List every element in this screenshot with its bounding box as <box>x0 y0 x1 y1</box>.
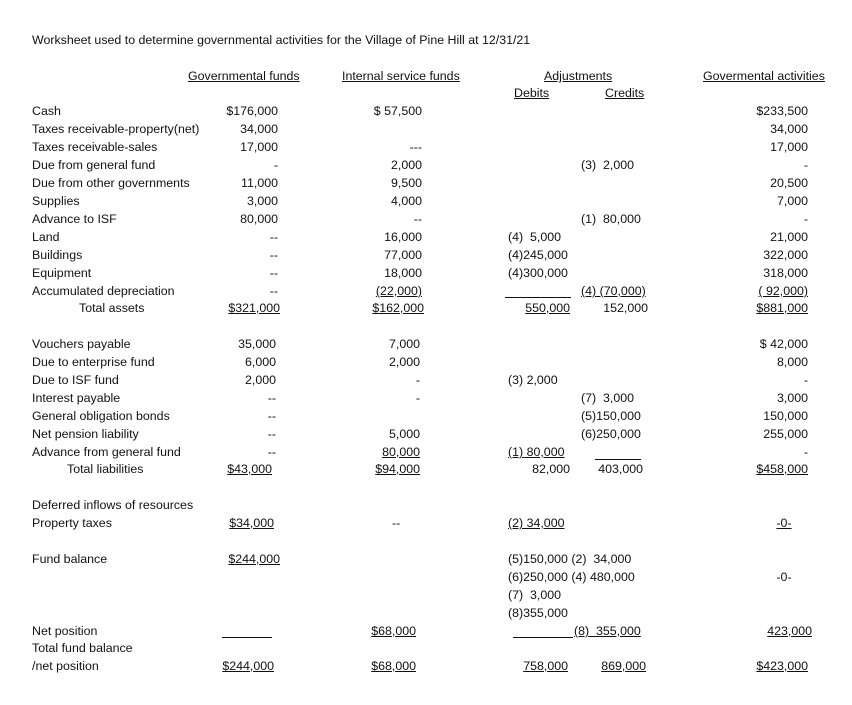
asset-credits-cell: (4) (70,000) <box>581 284 646 298</box>
debits-subtotal-rule <box>505 297 571 298</box>
liability-isf-cell: 80,000 <box>382 445 420 459</box>
deferred-isf: -- <box>392 516 401 530</box>
asset-debits-cell: (4)300,000 <box>508 266 568 280</box>
liability-activities-cell: - <box>803 445 808 459</box>
liability-row-label: Due to ISF fund <box>32 373 119 387</box>
deferred-property-taxes-label: Property taxes <box>32 516 112 530</box>
asset-activities-cell: 20,500 <box>770 176 808 190</box>
asset-row-label: Due from other governments <box>32 176 190 190</box>
asset-gov-funds-cell: 34,000 <box>240 122 278 136</box>
fund-balance-gov: $244,000 <box>228 552 280 566</box>
total-fund-credits: 869,000 <box>601 659 646 673</box>
asset-activities-cell: 7,000 <box>776 194 808 208</box>
asset-activities-cell: - <box>803 212 808 226</box>
asset-gov-funds-cell: -- <box>269 284 278 298</box>
fund-balance-adj-line: (6)250,000 (4) 480,000 <box>508 570 635 584</box>
net-position-label: Net position <box>32 624 98 638</box>
total-liabilities-activities: $458,000 <box>756 462 808 476</box>
total-assets-activities: $881,000 <box>756 301 808 315</box>
asset-credits-cell: (1) 80,000 <box>581 212 641 226</box>
liability-gov-funds-cell: -- <box>267 427 276 441</box>
total-fund-isf: $68,000 <box>371 659 416 673</box>
net-position-credits: (8) 355,000 <box>574 624 641 638</box>
asset-isf-cell: $ 57,500 <box>373 104 422 118</box>
asset-gov-funds-cell: - <box>273 158 278 172</box>
asset-row-label: Cash <box>32 104 61 118</box>
header-internal-service-funds: Internal service funds <box>342 69 460 83</box>
net-position-gov-blank-rule <box>222 637 272 638</box>
liability-debits-cell: (1) 80,000 <box>508 445 565 459</box>
credits-liabilities-rule <box>595 459 641 460</box>
liability-credits-cell: (7) 3,000 <box>581 391 635 405</box>
total-assets-credits: 152,000 <box>603 301 648 315</box>
fund-balance-activities: -0- <box>776 570 792 584</box>
net-position-sublabel: /net position <box>32 659 99 673</box>
asset-isf-cell: --- <box>409 140 422 154</box>
asset-gov-funds-cell: 3,000 <box>246 194 278 208</box>
liability-activities-cell: 3,000 <box>776 391 808 405</box>
asset-row-label: Equipment <box>32 266 92 280</box>
total-fund-debits: 758,000 <box>523 659 568 673</box>
liability-activities-cell: 8,000 <box>776 355 808 369</box>
asset-activities-cell: 34,000 <box>770 122 808 136</box>
total-assets-debits: 550,000 <box>525 301 570 315</box>
total-fund-balance-label: Total fund balance <box>32 641 133 655</box>
asset-activities-cell: - <box>803 158 808 172</box>
liability-gov-funds-cell: 35,000 <box>238 337 276 351</box>
asset-row-label: Accumulated depreciation <box>32 284 175 298</box>
liability-gov-funds-cell: 2,000 <box>244 373 276 387</box>
asset-isf-cell: -- <box>413 212 422 226</box>
header-adjustments: Adjustments <box>544 69 613 83</box>
liability-row-label: Interest payable <box>32 391 121 405</box>
asset-row-label: Taxes receivable-sales <box>32 140 158 154</box>
liability-gov-funds-cell: -- <box>267 445 276 459</box>
asset-row-label: Advance to ISF <box>32 212 117 226</box>
net-position-isf: $68,000 <box>371 624 416 638</box>
asset-isf-cell: 2,000 <box>390 158 422 172</box>
asset-isf-cell: 16,000 <box>384 230 422 244</box>
asset-gov-funds-cell: -- <box>269 230 278 244</box>
asset-gov-funds-cell: 80,000 <box>240 212 278 226</box>
liability-activities-cell: $ 42,000 <box>759 337 808 351</box>
liability-isf-cell: - <box>415 373 420 387</box>
fund-balance-adj-line: (7) 3,000 <box>508 588 562 602</box>
total-liabilities-isf: $94,000 <box>375 462 420 476</box>
asset-debits-cell: (4)245,000 <box>508 248 568 262</box>
asset-debits-cell: (4) 5,000 <box>508 230 562 244</box>
liability-activities-cell: 150,000 <box>763 409 808 423</box>
liability-isf-cell: 2,000 <box>388 355 420 369</box>
header-debits: Debits <box>514 86 550 100</box>
deferred-activities: -0- <box>776 516 792 530</box>
liability-activities-cell: - <box>803 373 808 387</box>
asset-gov-funds-cell: -- <box>269 266 278 280</box>
asset-isf-cell: 18,000 <box>384 266 422 280</box>
total-fund-gov: $244,000 <box>222 659 274 673</box>
asset-gov-funds-cell: 11,000 <box>241 176 278 190</box>
asset-isf-cell: 4,000 <box>390 194 422 208</box>
liability-credits-cell: (6)250,000 <box>581 427 641 441</box>
liability-credits-cell: (5)150,000 <box>581 409 641 423</box>
total-assets-isf: $162,000 <box>372 301 424 315</box>
liability-gov-funds-cell: 6,000 <box>244 355 276 369</box>
asset-gov-funds-cell: 17,000 <box>240 140 278 154</box>
liability-row-label: Net pension liability <box>32 427 139 441</box>
total-liabilities-debits: 82,000 <box>532 462 570 476</box>
liability-debits-cell: (3) 2,000 <box>508 373 558 387</box>
header-governmental-funds: Governmental funds <box>188 69 300 83</box>
asset-activities-cell: 322,000 <box>763 248 808 262</box>
total-assets-label: Total assets <box>79 301 145 315</box>
liability-row-label: General obligation bonds <box>32 409 170 423</box>
asset-activities-cell: 318,000 <box>763 266 808 280</box>
asset-row-label: Land <box>32 230 60 244</box>
asset-activities-cell: ( 92,000) <box>758 284 808 298</box>
liability-gov-funds-cell: -- <box>267 391 276 405</box>
asset-row-label: Buildings <box>32 248 83 262</box>
total-assets-gov: $321,000 <box>228 301 280 315</box>
liability-activities-cell: 255,000 <box>763 427 808 441</box>
liability-row-label: Advance from general fund <box>32 445 181 459</box>
asset-credits-cell: (3) 2,000 <box>581 158 635 172</box>
total-liabilities-credits: 403,000 <box>598 462 643 476</box>
liability-isf-cell: 5,000 <box>388 427 420 441</box>
liability-isf-cell: 7,000 <box>388 337 420 351</box>
total-liabilities-gov: $43,000 <box>227 462 272 476</box>
deferred-inflows-heading: Deferred inflows of resources <box>32 498 194 512</box>
liability-row-label: Vouchers payable <box>32 337 131 351</box>
asset-activities-cell: 17,000 <box>770 140 808 154</box>
total-fund-activities: $423,000 <box>756 659 808 673</box>
header-governmental-activities: Govermental activities <box>703 69 825 83</box>
asset-row-label: Taxes receivable-property(net) <box>32 122 200 136</box>
worksheet-title: Worksheet used to determine governmental activities for the Village of Pine Hill at 12/31/21 <box>32 33 531 47</box>
deferred-debits: (2) 34,000 <box>508 516 565 530</box>
liability-row-label: Due to enterprise fund <box>32 355 155 369</box>
header-credits: Credits <box>605 86 645 100</box>
asset-gov-funds-cell: $176,000 <box>226 104 278 118</box>
asset-isf-cell: 9,500 <box>390 176 422 190</box>
asset-activities-cell: 21,000 <box>770 230 808 244</box>
asset-row-label: Due from general fund <box>32 158 156 172</box>
asset-activities-cell: $233,500 <box>756 104 808 118</box>
fund-balance-label: Fund balance <box>32 552 108 566</box>
deferred-gov: $34,000 <box>229 516 274 530</box>
net-position-debits-blank-rule <box>513 637 573 638</box>
liability-gov-funds-cell: -- <box>267 409 276 423</box>
liability-isf-cell: - <box>415 391 420 405</box>
total-liabilities-label: Total liabilities <box>67 462 144 476</box>
asset-gov-funds-cell: -- <box>269 248 278 262</box>
asset-isf-cell: 77,000 <box>384 248 422 262</box>
net-position-activities: 423,000 <box>767 624 812 638</box>
fund-balance-adj-line: (5)150,000 (2) 34,000 <box>508 552 632 566</box>
asset-isf-cell: (22,000) <box>375 284 422 298</box>
asset-row-label: Supplies <box>32 194 80 208</box>
fund-balance-adj-line: (8)355,000 <box>508 606 568 620</box>
